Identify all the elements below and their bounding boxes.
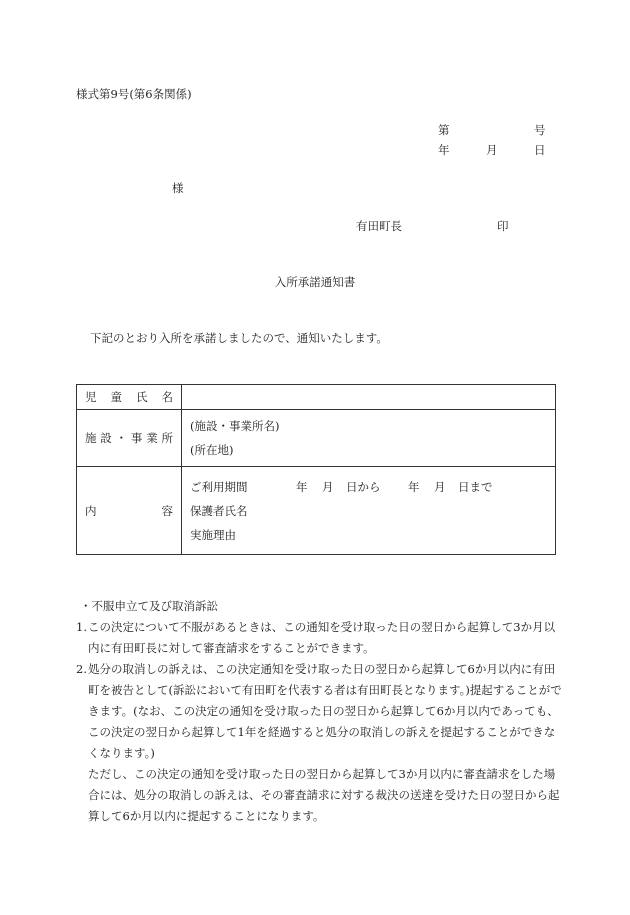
list-item: 2. 処分の取消しの訴えは、この決定通知を受け取った日の翌日から起算して6か月以内に有田町を被告として(訴訟において有田町を代表する者は有田町長となります。)提起することができます。(なお、この決定の通知を受け取った日の翌日から起算して6か月以内であっても、この決定の翌日から起算して1年を経過すると処分の取消しの訴えを提起することができなくなります。) ただし、この決定の通知を受け取った日の翌日から起算して3か月以内に審査請求をした場合には、処分の取消しの訴えは、その審査請求に対する裁決の送達を受けた日の翌日から起算して6か月以内に提起することになります。 bbox=[76, 662, 562, 823]
list-item: 1. この決定について不服があるときは、この通知を受け取った日の翌日から起算して3か月以内に有田町長に対して審査請求をすることができます。 bbox=[76, 620, 556, 655]
facility-name-hint: (施設・事業所名) bbox=[190, 419, 280, 433]
child-name-label: 児 童 氏 名 bbox=[77, 385, 182, 410]
notes-list bbox=[76, 617, 562, 827]
notes-heading: ・不服申立て及び取消訴訟 bbox=[80, 599, 218, 613]
table-row-facility bbox=[77, 410, 556, 467]
recipient-honorific: 様 bbox=[172, 181, 184, 195]
facility-value bbox=[182, 410, 556, 467]
facility-label: 施 設 ・ 事 業 所 bbox=[77, 410, 182, 467]
admission-info-table bbox=[76, 384, 556, 555]
child-name-value bbox=[182, 385, 556, 410]
usage-period-label: ご利用期間 bbox=[190, 479, 248, 494]
content-value bbox=[182, 467, 556, 555]
date-day: 日 bbox=[534, 143, 546, 157]
table-row-child-name bbox=[77, 385, 556, 410]
date-year: 年 bbox=[438, 143, 450, 157]
facility-address-hint: (所在地) bbox=[190, 443, 234, 457]
form-number-label: 様式第9号(第6条関係) bbox=[76, 87, 192, 101]
seal-mark: 印 bbox=[497, 219, 509, 233]
usage-period-line: ご利用期間 年 月 日から 年 月 日まで bbox=[190, 475, 547, 499]
table-row-content bbox=[77, 467, 556, 555]
date-month: 月 bbox=[486, 143, 498, 157]
number-suffix: 号 bbox=[534, 123, 546, 137]
document-title: 入所承諾通知書 bbox=[274, 275, 356, 289]
number-prefix: 第 bbox=[438, 123, 450, 137]
content-label: 内 容 bbox=[77, 467, 182, 555]
reason-label: 実施理由 bbox=[190, 527, 236, 542]
appeal-notes bbox=[76, 596, 562, 827]
issuer-name: 有田町長 bbox=[356, 219, 402, 233]
guardian-name-label: 保護者氏名 bbox=[190, 503, 248, 518]
intro-text: 下記のとおり入所を承諾しましたので、通知いたします。 bbox=[90, 331, 388, 345]
